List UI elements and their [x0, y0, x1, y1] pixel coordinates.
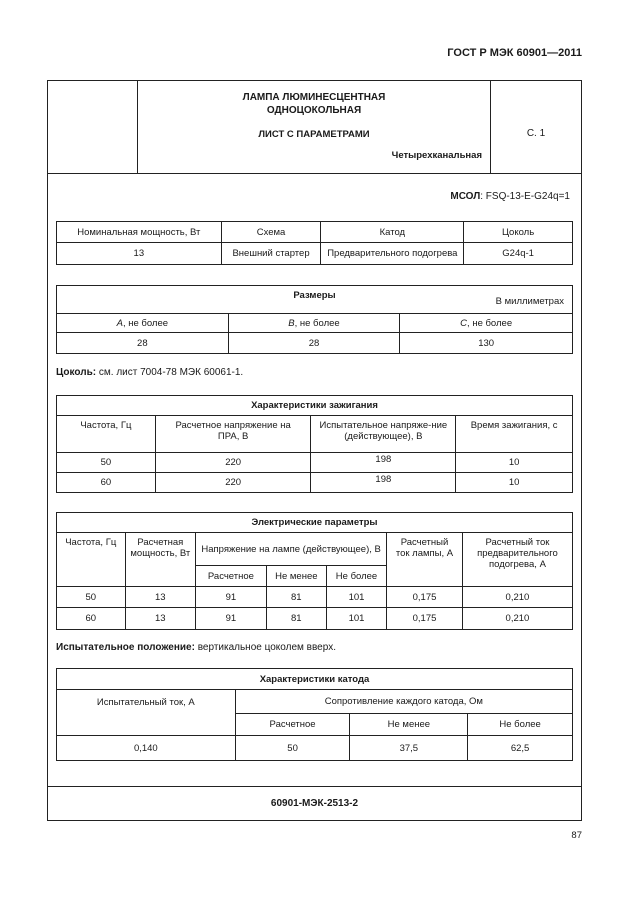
- cell: 220: [155, 453, 311, 473]
- dimensions-table: [56, 285, 573, 354]
- dim-letter: C: [460, 317, 468, 329]
- table-row: [57, 333, 573, 354]
- header-cell: Частота, Гц: [57, 416, 156, 453]
- cell: 62,5: [468, 736, 573, 761]
- sheet-title-line2: ОДНОЦОКОЛЬНАЯ: [266, 105, 362, 116]
- cell: 220: [155, 473, 311, 493]
- table-row: [57, 453, 573, 473]
- header-cell: Не более: [326, 566, 386, 587]
- table-row: [57, 473, 573, 493]
- table-row: [57, 513, 573, 533]
- header-divider-right: [490, 80, 491, 173]
- mcol-value: : FSQ-13-E-G24q=1: [480, 191, 570, 202]
- standard-code: ГОСТ Р МЭК 60901—2011: [447, 47, 582, 59]
- header-cell: Схема: [221, 222, 321, 243]
- page-number: 87: [571, 830, 582, 841]
- cell: Предварительного подогрева: [321, 243, 464, 265]
- dim-suffix: , не более: [294, 317, 340, 329]
- header-cell: Испытательное напряже-ние (действующее), В: [311, 416, 456, 453]
- header-cell: Катод: [321, 222, 464, 243]
- table-row: [57, 416, 573, 453]
- header-cell: Сопротивление каждого катода, Ом: [235, 690, 572, 714]
- header-cell: [400, 314, 573, 333]
- table-row: [57, 736, 573, 761]
- header-cell: Испытательный ток, А: [57, 690, 236, 736]
- header-cell: Расчетный ток предварительного подогрева, А: [462, 533, 572, 587]
- dimensions-title: Размеры: [293, 290, 336, 301]
- cell: 81: [266, 608, 326, 630]
- header-cell: Расчетная мощность, Вт: [125, 533, 196, 587]
- cap-note-text: см. лист 7004-78 МЭК 60061-1.: [96, 367, 244, 378]
- cathode-table: [56, 668, 573, 761]
- sheet-title: [138, 91, 490, 117]
- ignition-title: Характеристики зажигания: [57, 396, 573, 416]
- cell: 50: [235, 736, 350, 761]
- table-row: [57, 608, 573, 630]
- cell: 101: [326, 608, 386, 630]
- cell: 50: [57, 453, 156, 473]
- table-row: [57, 314, 573, 333]
- footer-divider: [47, 786, 582, 787]
- ignition-table: [56, 395, 573, 493]
- sheet-label: ЛИСТ С ПАРАМЕТРАМИ: [258, 129, 370, 140]
- mcol-label: МСОЛ: [450, 191, 481, 202]
- cell: 60: [57, 473, 156, 493]
- dim-letter: A: [116, 317, 123, 329]
- header-cell: Не менее: [350, 714, 468, 736]
- sheet-variant: Четырехканальная: [391, 150, 482, 161]
- position-note: [56, 642, 336, 653]
- header-cell: Расчетное: [235, 714, 350, 736]
- table-row: [57, 243, 573, 265]
- cathode-title: Характеристики катода: [57, 669, 573, 690]
- cell: 0,210: [462, 608, 572, 630]
- cell: 10: [456, 473, 573, 493]
- header-cell: Цоколь: [464, 222, 573, 243]
- cell: 50: [57, 587, 126, 608]
- table-row: [57, 222, 573, 243]
- header-cell: Напряжение на лампе (действующее), В: [196, 533, 387, 566]
- cell: 0,210: [462, 587, 572, 608]
- sheet-title-line1: ЛАМПА ЛЮМИНЕСЦЕНТНАЯ: [242, 92, 386, 103]
- table-row: [57, 286, 573, 314]
- cell: 198: [311, 453, 456, 473]
- cell: 0,140: [57, 736, 236, 761]
- dimensions-title-cell: [57, 286, 573, 314]
- header-cell: Расчетное напряжение на ПРА, В: [155, 416, 311, 453]
- cap-note-label: Цоколь:: [56, 367, 97, 378]
- header-cell: Не менее: [266, 566, 326, 587]
- electrical-table: [56, 512, 573, 630]
- header-cell: Частота, Гц: [57, 533, 126, 587]
- electrical-title: Электрические параметры: [57, 513, 573, 533]
- table-row: [57, 669, 573, 690]
- cell: 13: [125, 608, 196, 630]
- cell: 101: [326, 587, 386, 608]
- cell: 0,175: [387, 587, 463, 608]
- header-cell: Номинальная мощность, Вт: [57, 222, 222, 243]
- cell: 0,175: [387, 608, 463, 630]
- cell: 28: [228, 333, 400, 354]
- cell: 198: [311, 473, 456, 493]
- dim-suffix: , не более: [467, 317, 513, 329]
- table-row: [57, 396, 573, 416]
- header-cell: [228, 314, 400, 333]
- cap-note: [56, 367, 243, 378]
- cell: 60: [57, 608, 126, 630]
- header-cell: Расчетный ток лампы, А: [387, 533, 463, 587]
- dim-letter: B: [288, 317, 295, 329]
- header-cell: Время зажигания, с: [456, 416, 573, 453]
- cell: 10: [456, 453, 573, 473]
- cell: 81: [266, 587, 326, 608]
- cell: 91: [196, 587, 267, 608]
- cell: 13: [125, 587, 196, 608]
- dimensions-unit: В миллиметрах: [495, 296, 564, 307]
- table-row: [57, 587, 573, 608]
- header-cell: [57, 314, 229, 333]
- sheet-page-label: С. 1: [526, 128, 546, 139]
- position-note-label: Испытательное положение:: [56, 642, 195, 653]
- footer-code: 60901-МЭК-2513-2: [270, 798, 359, 809]
- cell: 13: [57, 243, 222, 265]
- header-cell: Не более: [468, 714, 573, 736]
- cell: 91: [196, 608, 267, 630]
- main-parameters-table: [56, 221, 573, 265]
- cell: Внешний стартер: [221, 243, 321, 265]
- cell: 130: [400, 333, 573, 354]
- cell: 28: [57, 333, 229, 354]
- cell: 37,5: [350, 736, 468, 761]
- cell: G24q-1: [464, 243, 573, 265]
- table-row: [57, 533, 573, 566]
- dim-suffix: , не более: [122, 317, 169, 329]
- mcol-designation: [380, 191, 570, 202]
- position-note-text: вертикальное цоколем вверх.: [194, 642, 336, 653]
- table-row: [57, 690, 573, 714]
- header-cell: Расчетное: [196, 566, 267, 587]
